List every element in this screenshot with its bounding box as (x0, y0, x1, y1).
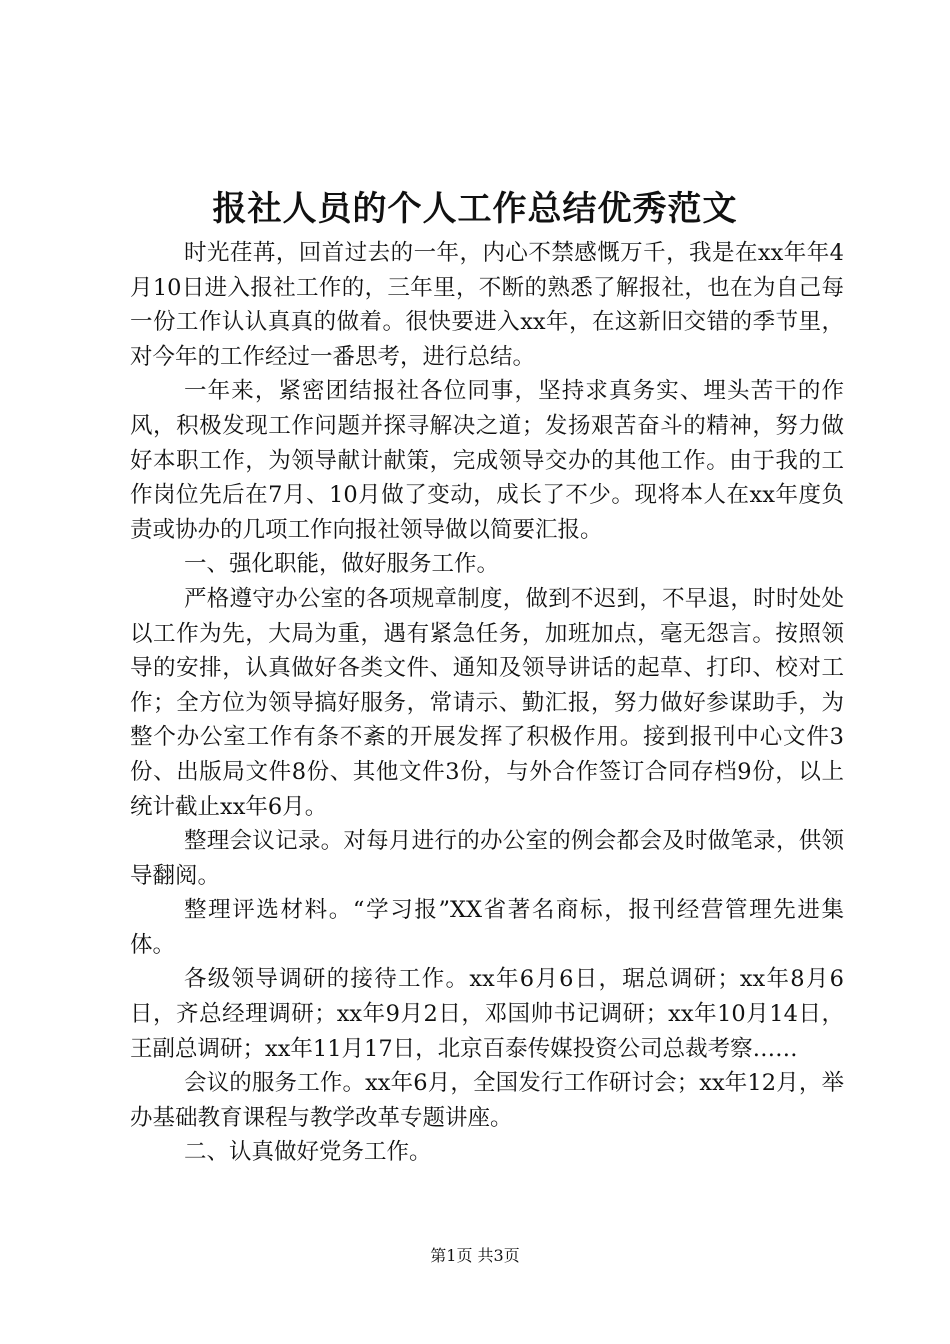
section-heading: 二、认真做好党务工作。 (184, 1139, 432, 1166)
document-title: 报社人员的个人工作总结优秀范文 (212, 189, 738, 229)
section-heading: 一、强化职能，做好服务工作。 (184, 551, 500, 578)
paragraph: 各级领导调研的接待工作。xx年6月6日，琚总调研；xx年8月6日，齐总经理调研；xx年9月2日，邓国帅书记调研；xx年10月14日，王副总调研；xx年11月17日，北京百泰传媒投资公司总裁考察…… (130, 966, 844, 1062)
paragraph: 整理会议记录。对每月进行的办公室的例会都会及时做笔录，供领导翻阅。 (130, 828, 844, 889)
paragraph: 时光荏苒，回首过去的一年，内心不禁感慨万千，我是在xx年年4月10日进入报社工作的，三年里，不断的熟悉了解报社，也在为自己每一份工作认认真真的做着。很快要进入xx年，在这新旧交错的季节里，对今年的工作经过一番思考，进行总结。 (130, 240, 844, 370)
paragraph: 严格遵守办公室的各项规章制度，做到不迟到，不早退，时时处处以工作为先，大局为重，遇有紧急任务，加班加点，毫无怨言。按照领导的安排，认真做好各类文件、通知及领导讲话的起草、打印、校对工作；全方位为领导搞好服务，常请示、勤汇报，努力做好参谋助手，为整个办公室工作有条不紊的开展发挥了积极作用。接到报刊中心文件3份、出版局文件8份、其他文件3份，与外合作签订合同存档9份，以上统计截止xx年6月。 (130, 585, 844, 820)
document-body (130, 236, 844, 1170)
paragraph: 整理评选材料。“学习报”XX省著名商标，报刊经营管理先进集体。 (130, 897, 844, 958)
paragraph: 一年来，紧密团结报社各位同事，坚持求真务实、埋头苦干的作风，积极发现工作问题并探寻解决之道；发扬艰苦奋斗的精神，努力做好本职工作，为领导献计献策，完成领导交办的其他工作。由于我的工作岗位先后在7月、10月做了变动，成长了不少。现将本人在xx年度负责或协办的几项工作向报社领导做以简要汇报。 (130, 378, 844, 543)
paragraph: 会议的服务工作。xx年6月，全国发行工作研讨会；xx年12月，举办基础教育课程与教学改革专题讲座。 (130, 1070, 844, 1131)
page-footer: 第1页 共3页 (430, 1246, 520, 1265)
